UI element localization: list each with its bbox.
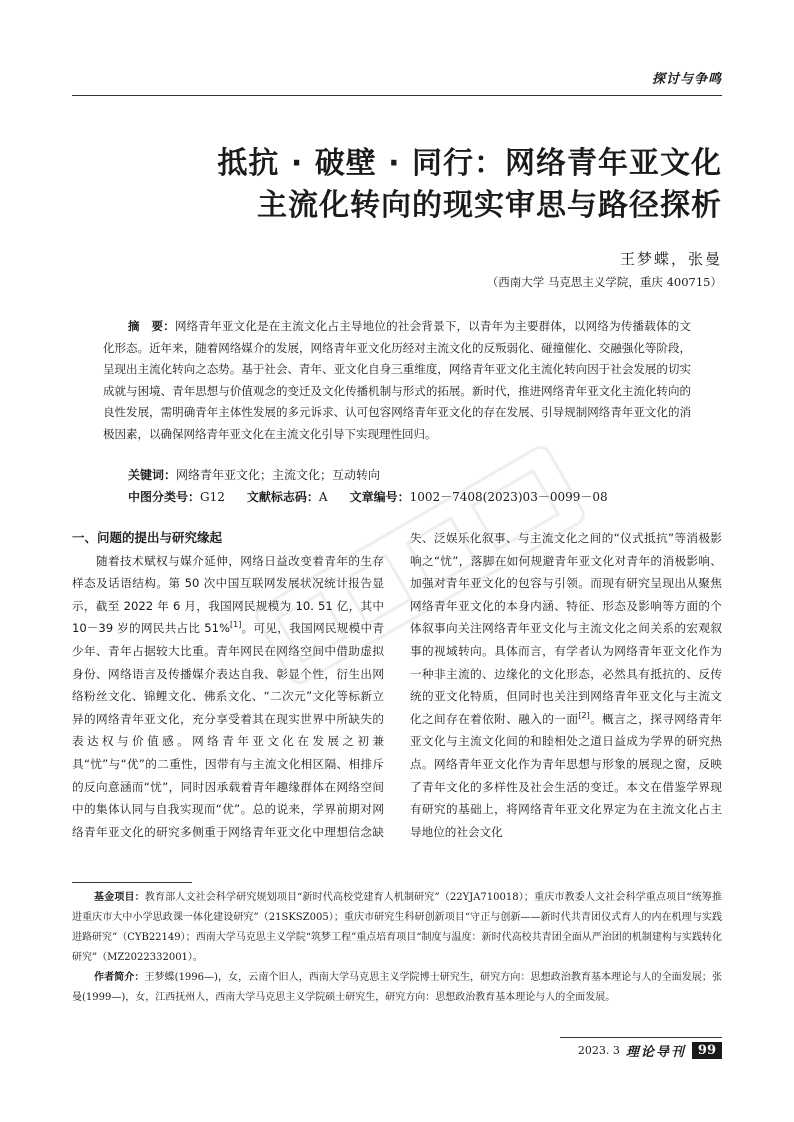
- clc-value: G12: [200, 490, 225, 504]
- abstract: [103, 316, 691, 445]
- title-line-1: 抵抗 · 破壁 · 同行：网络青年亚文化: [217, 146, 722, 181]
- paragraph-text-3: 。概言之，探寻网络青年亚文化与主流文化间的和睦相处之道日益成为学界的研究热点。网络青年亚文化作为青年思想与形象的展现之窗，反映了青年文化的多样性及社会生活的变迁。本文在借鉴学界现有研究的基础上，将网络青年亚文化界定为在主流文化占主导地位的社会文化: [410, 711, 722, 839]
- article-title: [217, 143, 722, 227]
- author-text: 王梦蝶(1996—)，女，云南个旧人，西南大学马克思主义学院博士研究生，研究方向：思想政治教育基本理论与人的全面发展；张曼(1999—)，女，江西抚州人，西南大学马克思主义学院硕士研究生，研究方向：思想政治教育基本理论与人的全面发展。: [72, 972, 722, 1003]
- paragraph-text-1: 随着技术赋权与媒介延伸，网络日益改变着青年的生存样态及话语结构。第 50 次中国互联网发展状况统计报告显示，截至 2022 年 6 月，我国网民规模为 10. 51 亿，其中 10－39 岁的网民共占比 51%: [72, 553, 384, 636]
- doc-code-value: A: [318, 490, 328, 504]
- fund-text: 教育部人文社会科学研究规划项目“新时代高校党建育人机制研究”（22YJA710018）；重庆市教委人文社会科学重点项目“统筹推进重庆市大中小学思政课一体化建设研究”（21SKSZ005）；重庆市研究生科研创新项目“守正与创新——新时代共青团仪式育人的内在机理与实践进路研究”（CYB22149）；西南大学马克思主义学院“筑梦工程”重点培育项目“制度与温度：新时代高校共青团全面从严治团的机制建构与实践转化研究”（MZ2022332001）。: [72, 892, 723, 963]
- paragraph-text-2: 。可见，我国网民规模中青少年、青年占据较大比重。青年网民在网络空间中借助虚拟身份、网络语言及传播媒介表达自我、彰显个性，衍生出网络粉丝文化、锦鲤文化、佛系文化、“二次元”文化等标新立异的网络青年亚文化，充分享受着其在现实世界中所缺失的表达权与价值感。网络青年亚文化在发展之初兼具“忧”与“优”的二重性，因带有与主流文化相区隔、相排斥的反向意涵而“忧”，同时因承载着青年趣缘群体在网络空间中的集体认同与自我实现而“优”。总的说来，学界前期对网络青年亚文化的研究多侧重于网络青年亚文化中理想信念缺失、泛娱乐化叙事、与主流文化之间的“仪式抵抗”等消极影响之“忧”，落脚在如何规避青年亚文化对青年的消极影响、加强对青年亚文化的包容与引领。而现有研究呈现出从聚焦网络青年亚文化的本身内涵、特征、形态及影响等方面的个体叙事向关注网络青年亚文化与主流文化之间关系的宏观叙事的视域转向。具体而言，有学者认为网络青年亚文化作为一种非主流的、边缘化的文化形态，必然具有抵抗的、反传统的亚文化特质，但同时也关注到网络青年亚文化与主流文化之间存在着依附、融入的一面: [72, 531, 722, 839]
- abstract-label: 摘 要：: [128, 319, 175, 333]
- citation-ref-1[interactable]: [1]: [230, 620, 242, 630]
- keywords-label: 关键词：: [128, 468, 177, 482]
- fund-label: 基金项目：: [94, 892, 145, 903]
- doc-code-label: 文献标志码：: [246, 490, 319, 504]
- title-line-2: 主流化转向的现实审思与路径探析: [257, 188, 722, 223]
- page-number: 99: [692, 1042, 722, 1059]
- article-number-label: 文章编号：: [349, 490, 410, 504]
- clc-label: 中图分类号：: [128, 490, 201, 504]
- affiliation: （西南大学 马克思主义学院，重庆 400715）: [486, 275, 722, 289]
- author-label: 作者简介：: [94, 972, 145, 983]
- abstract-text: 网络青年亚文化是在主流文化占主导地位的社会背景下，以青年为主要群体，以网络为传播载体的文化形态。近年来，随着网络媒介的发展，网络青年亚文化历经对主流文化的反叛弱化、碰撞催化、交融强化等阶段，呈现出主流化转向之态势。基于社会、青年、亚文化自身三重维度，网络青年亚文化主流化转向因于社会发展的切实成就与困境、青年思想与价值观念的变迁及文化传播机制与形式的拓展。新时代，推进网络青年亚文化主流化转向的良性发展，需明确青年主体性发展的多元诉求、认可包容网络青年亚文化的存在发展、引导规制网络青年亚文化的消极因素，以确保网络青年亚文化在主流文化引导下实现理性回归。: [103, 319, 691, 441]
- footnote-rule: [72, 882, 192, 883]
- header-rule: [72, 95, 722, 96]
- page-footer: [578, 1041, 722, 1060]
- issue-number: 2023. 3: [577, 1044, 620, 1057]
- article-number-value: 1002－7408(2023)03－0099－08: [409, 490, 608, 504]
- journal-name: 理论导刊: [625, 1045, 686, 1060]
- keywords-text: 网络青年亚文化；主流文化；互动转向: [176, 468, 381, 482]
- footnotes: [72, 888, 722, 1008]
- author-note: [72, 968, 722, 1008]
- keywords: [128, 466, 380, 483]
- footer-rule: [560, 1037, 722, 1038]
- citation-ref-2[interactable]: [2]: [578, 710, 590, 720]
- section-heading: 一、问题的提出与研究缘起: [72, 530, 223, 545]
- section-label: 探讨与争鸣: [651, 72, 722, 87]
- authors: 王梦蝶，张曼: [619, 250, 722, 268]
- fund-note: [72, 888, 722, 968]
